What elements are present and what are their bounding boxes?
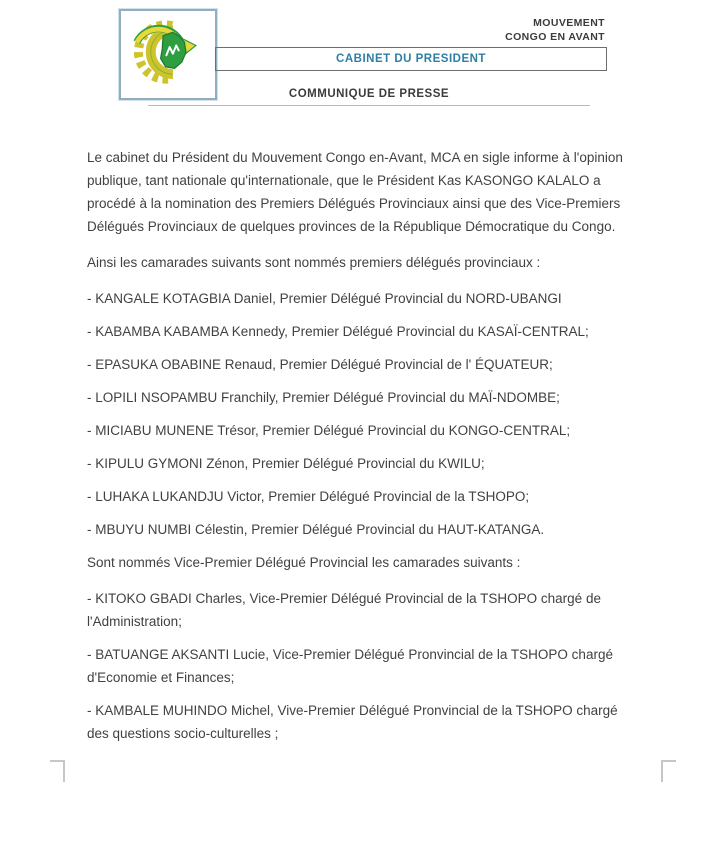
vice-premier-item: - KAMBALE MUHINDO Michel, Vive-Premier Délégué Pronvincial de la TSHOPO chargé des questions socio-culturelles ; xyxy=(87,703,618,741)
organisation-name-line1: MOUVEMENT xyxy=(533,17,605,29)
premier-delegue-item: - MICIABU MUNENE Trésor, Premier Délégué Provincial du KONGO-CENTRAL; xyxy=(87,423,571,438)
premier-delegue-item: - LUHAKA LUKANDJU Victor, Premier Délégué Provincial de la TSHOPO; xyxy=(87,489,530,504)
vice-premiers-intro: Sont nommés Vice-Premier Délégué Provincial les camarades suivants : xyxy=(87,555,521,570)
premier-delegue-item: - KANGALE KOTAGBIA Daniel, Premier Délégué Provincial du NORD-UBANGI xyxy=(87,291,562,306)
party-logo-box xyxy=(119,9,217,100)
document-title: COMMUNIQUE DE PRESSE xyxy=(288,88,450,100)
premier-delegue-item: - KIPULU GYMONI Zénon, Premier Délégué Provincial du KWILU; xyxy=(87,456,485,471)
mca-gear-arrow-congo-map-logo-icon xyxy=(127,14,209,95)
organisation-name xyxy=(505,16,605,44)
vice-premier-item: - KITOKO GBADI Charles, Vice-Premier Délégué Provincial de la TSHOPO chargé de l'Administration; xyxy=(87,591,601,629)
document-body xyxy=(87,146,627,755)
premier-delegue-item: - LOPILI NSOPAMBU Franchily, Premier Délégué Provincial du MAÏ-NDOMBE; xyxy=(87,390,560,405)
scan-corner-mark-right xyxy=(661,760,676,782)
cabinet-banner-label: CABINET DU PRESIDENT xyxy=(336,53,486,65)
cabinet-banner xyxy=(215,47,607,71)
premier-delegue-item: - MBUYU NUMBI Célestin, Premier Délégué Provincial du HAUT-KATANGA. xyxy=(87,522,545,537)
premier-delegue-item: - EPASUKA OBABINE Renaud, Premier Délégué Provincial de l' ÉQUATEUR; xyxy=(87,357,553,372)
opening-paragraph: Le cabinet du Président du Mouvement Congo en-Avant, MCA en sigle informe à l'opinion publique, tant nationale qu'internationale, que le Président Kas KASONGO KALALO a procédé à la nomination des Premiers Délégués Provinciaux ainsi que des Vice-Premiers Délégués Provinciaux de quelques provinces de la République Démocratique du Congo. xyxy=(87,150,623,234)
title-underline xyxy=(148,105,590,106)
vice-premier-item: - BATUANGE AKSANTI Lucie, Vice-Premier Délégué Pronvincial de la TSHOPO chargé d'Economie et Finances; xyxy=(87,647,613,685)
premier-delegue-item: - KABAMBA KABAMBA Kennedy, Premier Délégué Provincial du KASAÏ-CENTRAL; xyxy=(87,324,589,339)
organisation-name-line2: CONGO EN AVANT xyxy=(505,31,605,43)
premiers-delegues-intro: Ainsi les camarades suivants sont nommés premiers délégués provinciaux : xyxy=(87,255,541,270)
scan-corner-mark-left xyxy=(50,760,65,782)
